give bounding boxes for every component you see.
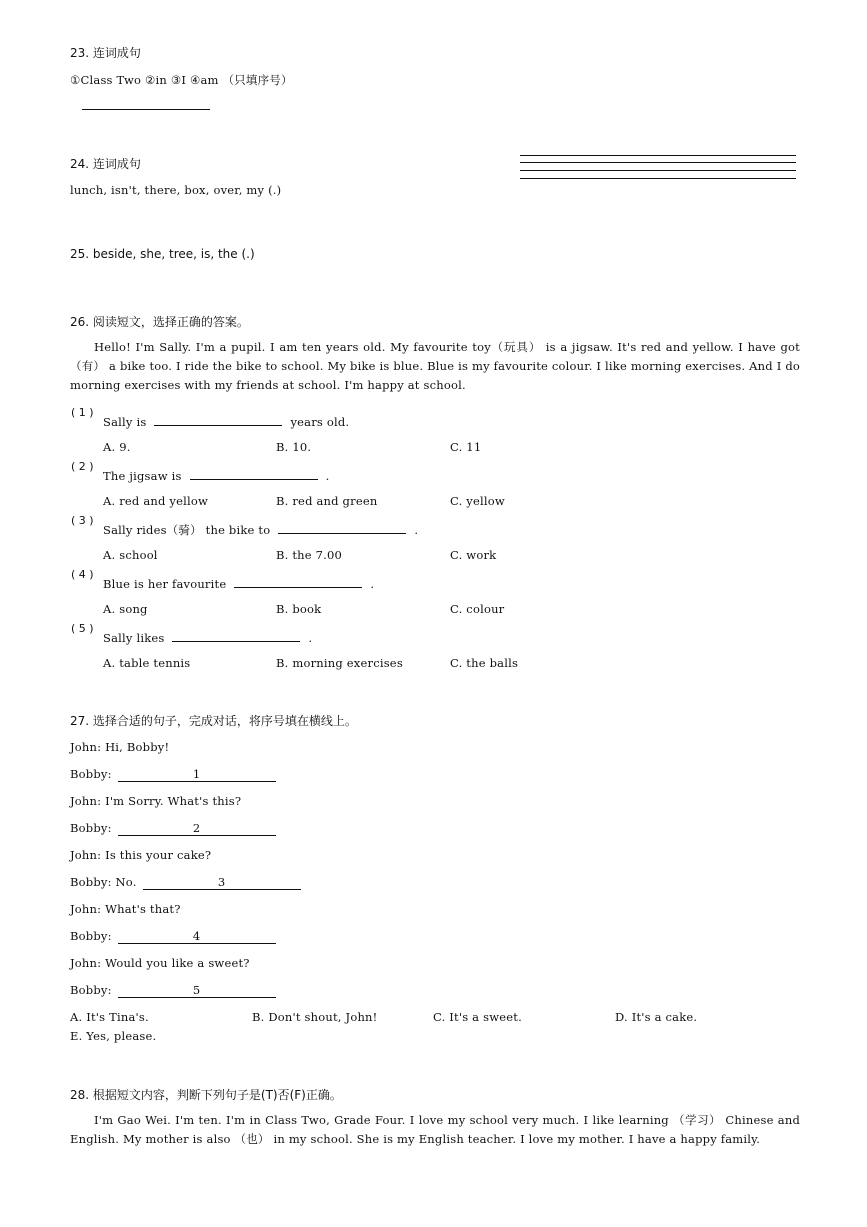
q26-question-suffix: . xyxy=(414,523,419,537)
dialogue-text: John: Hi, Bobby! xyxy=(70,740,170,754)
dialogue-text: Bobby: No. xyxy=(70,875,137,889)
q26-option[interactable]: C. yellow xyxy=(450,494,505,508)
q26-option[interactable]: A. song xyxy=(103,602,148,616)
q26-option[interactable]: B. morning exercises xyxy=(276,656,403,670)
dialogue-line xyxy=(70,929,276,944)
q26-option[interactable]: A. red and yellow xyxy=(103,494,209,508)
q26-question-number: ( 2 ) xyxy=(71,460,94,473)
q26-question-suffix: . xyxy=(370,577,375,591)
q26-answer-blank[interactable] xyxy=(278,521,406,534)
dialogue-text: Bobby: xyxy=(70,821,112,835)
q26-question-stem xyxy=(103,467,329,483)
q26-option[interactable]: A. table tennis xyxy=(103,656,191,670)
q24-answer-line-2[interactable] xyxy=(520,162,796,163)
dialogue-line xyxy=(70,956,250,970)
q28-passage: I'm Gao Wei. I'm ten. I'm in Class Two, Grade Four. I love my school very much. I like learning （学习） Chinese and English. My mother is also （也） in my school. She is my English teacher. I love my mother. I have a happy family. xyxy=(70,1113,800,1146)
q26-option[interactable]: C. work xyxy=(450,548,497,562)
q26-question-stem xyxy=(103,629,312,645)
dialogue-line xyxy=(70,821,276,836)
q26-option[interactable]: C. 11 xyxy=(450,440,482,454)
q26-option[interactable]: A. school xyxy=(103,548,158,562)
q26-option[interactable]: B. book xyxy=(276,602,322,616)
dialogue-text: Bobby: xyxy=(70,983,112,997)
dialogue-text: John: What's that? xyxy=(70,902,181,916)
dialogue-text: Bobby: xyxy=(70,929,112,943)
q26-question-number: ( 4 ) xyxy=(71,568,94,581)
q27-option: B. Don't shout, John! xyxy=(252,1010,378,1024)
q26-question-text: Blue is her favourite xyxy=(103,577,227,591)
q26-question-text: Sally is xyxy=(103,415,147,429)
dialogue-text: John: I'm Sorry. What's this? xyxy=(70,794,242,808)
q26-answer-blank[interactable] xyxy=(234,575,362,588)
q26-question-stem xyxy=(103,575,374,591)
q26-question-suffix: years old. xyxy=(290,415,350,429)
q28-title: 28. 根据短文内容，判断下列句子是(T)否(F)正确。 xyxy=(70,1088,342,1102)
q26-option[interactable]: C. colour xyxy=(450,602,505,616)
dialogue-line xyxy=(70,983,276,998)
q23-answer-line[interactable] xyxy=(82,109,210,110)
dialogue-answer-blank[interactable]: 3 xyxy=(143,875,301,890)
q26-option[interactable]: B. red and green xyxy=(276,494,378,508)
q26-question-text: Sally likes xyxy=(103,631,165,645)
q26-option[interactable]: B. the 7.00 xyxy=(276,548,343,562)
q26-answer-blank[interactable] xyxy=(154,413,282,426)
dialogue-line xyxy=(70,875,301,890)
q26-question-suffix: . xyxy=(325,469,330,483)
dialogue-text: John: Is this your cake? xyxy=(70,848,212,862)
q26-question-number: ( 1 ) xyxy=(71,406,94,419)
q24-words: lunch, isn't, there, box, over, my (.) xyxy=(70,183,282,197)
dialogue-answer-blank[interactable]: 1 xyxy=(118,767,276,782)
q26-passage: Hello! I'm Sally. I'm a pupil. I am ten years old. My favourite toy（玩具） is a jigsaw. It's red and yellow. I have got（有） a bike too. I ride the bike to school. My bike is blue. Blue is my favourite colour. I like morning exercises. And I do morning exercises with my friends at school. I'm happy at school. xyxy=(70,340,800,392)
dialogue-answer-blank[interactable]: 4 xyxy=(118,929,276,944)
q26-answer-blank[interactable] xyxy=(172,629,300,642)
dialogue-line xyxy=(70,902,181,916)
q23-words: ①Class Two ②in ③I ④am （只填序号） xyxy=(70,73,293,87)
dialogue-line xyxy=(70,767,276,782)
q26-question-stem xyxy=(103,521,418,538)
q27-option: C. It's a sweet. xyxy=(433,1010,522,1024)
q26-answer-blank[interactable] xyxy=(190,467,318,480)
q26-option[interactable]: A. 9. xyxy=(103,440,131,454)
dialogue-line xyxy=(70,740,169,754)
q26-question-text: Sally rides（骑） the bike to xyxy=(103,523,271,537)
q26-question-text: The jigsaw is xyxy=(103,469,182,483)
q24-answer-line-3[interactable] xyxy=(520,170,796,171)
q27-option: D. It's a cake. xyxy=(615,1010,698,1024)
q27-option: E. Yes, please. xyxy=(70,1029,157,1043)
q24-answer-line-1[interactable] xyxy=(520,155,796,156)
q24-answer-line-4[interactable] xyxy=(520,178,796,179)
dialogue-text: Bobby: xyxy=(70,767,112,781)
q26-question-number: ( 3 ) xyxy=(71,514,94,527)
q24-title: 24. 连词成句 xyxy=(70,157,141,171)
q27-option: A. It's Tina's. xyxy=(70,1010,149,1024)
dialogue-answer-blank[interactable]: 5 xyxy=(118,983,276,998)
q23-title: 23. 连词成句 xyxy=(70,46,141,60)
q25-title: 25. beside, she, tree, is, the (.) xyxy=(70,247,255,261)
q26-title: 26. 阅读短文，选择正确的答案。 xyxy=(70,315,249,329)
q26-option[interactable]: C. the balls xyxy=(450,656,519,670)
q26-option[interactable]: B. 10. xyxy=(276,440,312,454)
q27-title: 27. 选择合适的句子，完成对话，将序号填在横线上。 xyxy=(70,714,357,728)
dialogue-answer-blank[interactable]: 2 xyxy=(118,821,276,836)
dialogue-text: John: Would you like a sweet? xyxy=(70,956,250,970)
dialogue-line xyxy=(70,794,241,808)
q26-question-suffix: . xyxy=(308,631,313,645)
dialogue-line xyxy=(70,848,211,862)
q26-question-stem xyxy=(103,413,349,429)
q26-question-number: ( 5 ) xyxy=(71,622,94,635)
